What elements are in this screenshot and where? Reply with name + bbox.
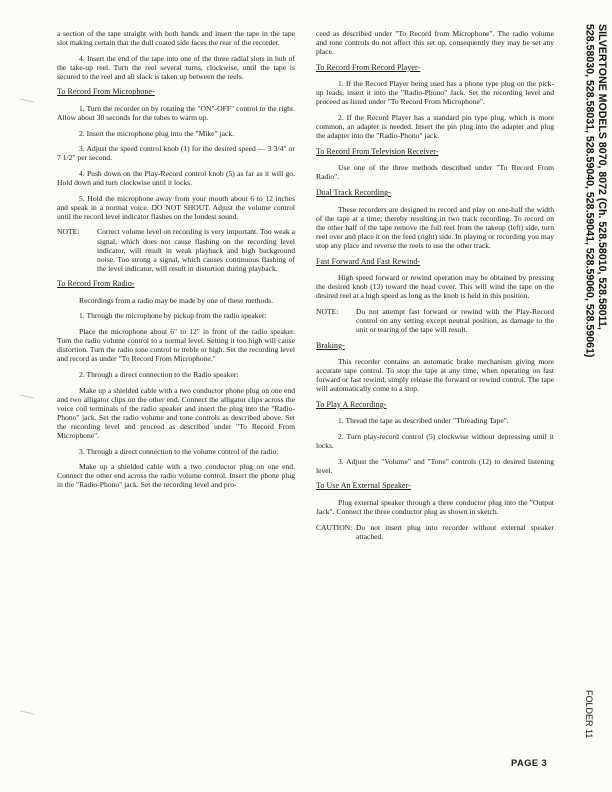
page-number: PAGE 3 bbox=[511, 757, 548, 768]
binding-hole-mark bbox=[20, 395, 34, 399]
paragraph: ceed as described under "To Record from Microphone". The radio volume and tone controls do not affect this set up, consequently they may be set any place. bbox=[316, 29, 554, 57]
paragraph: 1. If the Record Player being used has a phone type plug on the pick-up leads, insert it into the "Radio-Phono" Jack. Set the recording level and proceed as listed under "To Record From Microphone". bbox=[316, 79, 554, 107]
paragraph: Recordings from a radio may be made by one of these methods. bbox=[79, 295, 274, 305]
left-text-column bbox=[57, 29, 295, 496]
paragraph: Use one of the three methods described under "To Record From Radio". bbox=[316, 163, 554, 182]
section-heading: Dual Track Recording- bbox=[316, 188, 391, 198]
paragraph: 2. Turn play-record control (5) clockwise without depressing until it locks. bbox=[316, 432, 554, 451]
paragraph: 2. Insert the microphone plug into the "Mike" jack. bbox=[79, 128, 235, 138]
note-block bbox=[316, 307, 554, 334]
paragraph: 5. Hold the microphone away from your mouth about 6 to 12 inches and speak in a normal voice. DO NOT SHOUT. Adjust the volume control until the record level indicator flashes on the loudest sound. bbox=[57, 193, 295, 221]
folder-label: FOLDER 11 bbox=[584, 690, 594, 739]
model-side-title bbox=[583, 24, 608, 634]
section-heading: To Record From Record Player- bbox=[316, 62, 421, 72]
paragraph: Make up a shielded cable with a two conductor phone plug on one end and two alligator clips on the other end. Connect the alligator clips across the voice coil terminals of the radio speaker and insert the plug into the "Radio-Phono" jack. Set the radio volume and tone controls as described above. Set the recording level and proceed as described under "To Record From Microphone". bbox=[57, 385, 295, 440]
note-label: NOTE: bbox=[57, 227, 80, 237]
paragraph: 1. Thread the tape as described under "Threading Tape". bbox=[338, 416, 509, 426]
section-heading: Braking- bbox=[316, 340, 345, 350]
paragraph: 3. Through a direct connection to the volume control of the radio: bbox=[79, 446, 279, 456]
binding-hole-mark bbox=[20, 99, 34, 103]
paragraph: 2. Through a direct connection to the Radio speaker: bbox=[79, 369, 239, 379]
paragraph: These recorders are designed to record and play on one-half the width of the tape at a time; thereby resulting in two track recording. To record on the other half of the tape remove the full reel from the takeup (left) side, turn reel over and place it on the feed (right) side. In playing or recording you may stop any place and reverse the reels to use the other track. bbox=[316, 204, 554, 250]
section-heading: To Use An External Speaker- bbox=[316, 481, 411, 491]
paragraph: 3. Adjust the speed control knob (1) for the desired speed — 3 3/4" or 7 1/2" per second. bbox=[57, 144, 295, 163]
paragraph: Make up a shielded cable with a two conductor plug on one end. Connect the other end across the radio volume control. Insert the phone plug in the "Radio-Phono" jack. Set the recording level and pro- bbox=[57, 462, 295, 490]
paragraph: a section of the tape straight with both hands and insert the tape in the tape slot making certain that the dull coated side faces the rear of the recorder. bbox=[57, 29, 295, 48]
note-block bbox=[57, 227, 295, 272]
note-text: Correct volume level on recording is very important. Too weak a signal, which does not cause flashing on the recording level indicator, will result in weak playback and high background noise. Too strong a signal, which causes continuous flashing of the level indicator, will result in distortion during playback. bbox=[97, 227, 295, 273]
model-title-line-2: 528.58030, 528.58031, 528.59040, 528.59041, 528.59060, 528.59061) bbox=[583, 24, 596, 358]
note-label: NOTE: bbox=[316, 306, 339, 316]
section-heading: To Play A Recording- bbox=[316, 399, 387, 409]
note-text: Do not insert plug into recorder without external speaker attached. bbox=[356, 522, 554, 541]
note-block bbox=[316, 523, 554, 541]
paragraph: High speed forward or rewind operation may be obtained by pressing the desired knob (13) toward the head cover. This will wind the tape on the desired reel at a high speed as long as the knob is held in this position. bbox=[316, 273, 554, 301]
paragraph: 4. Push down on the Play-Record control knob (5) as far as it will go. Hold down and turn clockwise until it locks. bbox=[57, 168, 295, 188]
section-heading: To Record From Radio- bbox=[57, 279, 135, 289]
paragraph: This recorder contains an automatic brake mechanism giving more accurate tape control. To stop the tape at any time, when operating on fast forward or fast rewind, simply release the forward or rewind control. The tape will automatically come to a stop. bbox=[316, 357, 554, 394]
paragraph: 1. Through the microphone by pickup from the radio speaker: bbox=[79, 311, 267, 321]
section-heading: Fast Forward And Fast Rewind- bbox=[316, 256, 421, 266]
paragraph: 1. Turn the recorder on by rotating the "ON"-OFF" control to the right. Allow about 30 seconds for the tubes to warm up. bbox=[57, 103, 295, 123]
paragraph: Plug external speaker through a three conductor plug into the "Output Jack". Connect the three conductor plug as shown in sketch. bbox=[316, 497, 554, 516]
paragraph: 2. If the Record Player has a standard pin type plug, which is more common, an adapter is needed. Insert the pin plug into the adapter and plug the adapter into the "Radio-Phono" jack. bbox=[316, 113, 554, 141]
note-label: CAUTION: bbox=[316, 522, 353, 532]
section-heading: To Record From Television Receiver- bbox=[316, 146, 439, 156]
note-text: Do not attempt fast forward or rewind with the Play-Record control on any setting except neutral position, as damage to the unit or tearing of the tape will result. bbox=[356, 306, 554, 334]
paragraph: 3. Adjust the "Volume" and "Tone" controls (12) to desired listening level. bbox=[316, 456, 554, 475]
paragraph: Place the microphone about 6" to 12" in front of the radio speaker. Turn the radio volume control to a normal level. Setting it too high will cause distortion. Turn the radio tone control to treble or high. Set the recording level and record as under "To Record From Microphone." bbox=[57, 327, 295, 364]
section-heading: To Record From Microphone- bbox=[57, 87, 155, 97]
model-title-line-1: SILVERTONE MODELS 8070, 8072 (Ch. 528.58010, 528.58011, bbox=[595, 24, 608, 330]
right-text-column bbox=[316, 29, 554, 547]
binding-hole-mark bbox=[20, 711, 34, 715]
paragraph: 4. Insert the end of the tape into one of the three radial slots in hub of the take-up reel. Turn the reel several turns, clockwise, until the tape is secured to the reel and all slack is taken up between the reels. bbox=[57, 53, 295, 81]
